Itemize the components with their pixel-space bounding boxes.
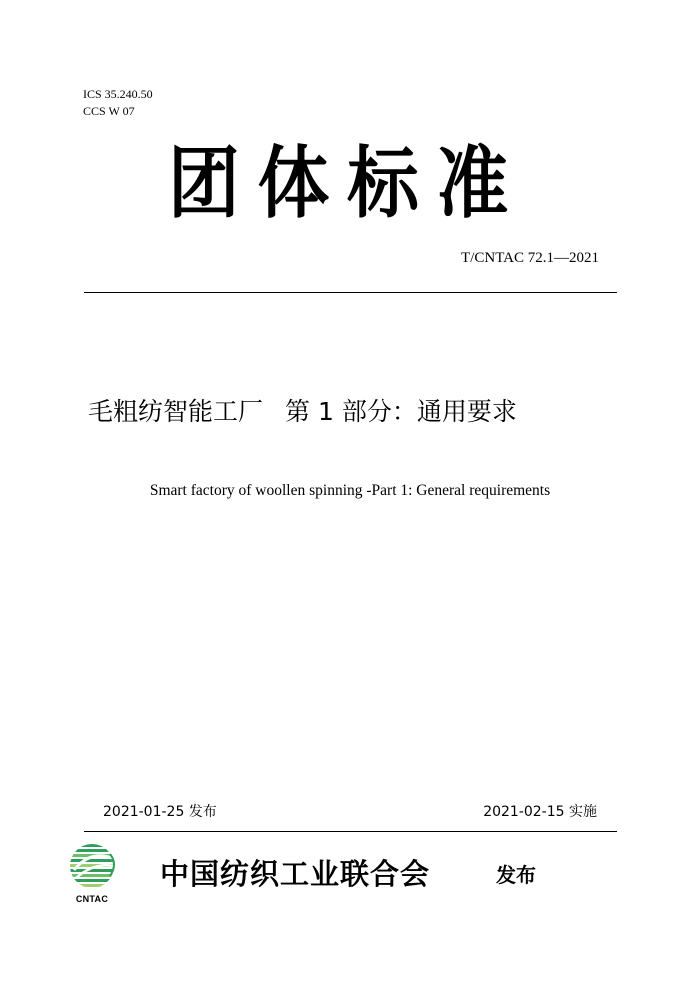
chinese-title-part1: 毛粗纺智能工厂 [88,397,264,426]
title-char: 体 [257,138,330,229]
title-char: 标 [347,138,419,229]
bottom-divider [84,831,617,832]
chinese-title-part2: 第 1 部分：通用要求 [285,397,517,426]
ccs-code: CCS W 07 [83,104,135,118]
title-char: 团 [168,138,240,229]
chinese-title [88,392,618,432]
top-divider [84,292,617,293]
implementation-date: 2021-02-15 实施 [483,804,597,820]
logo-text: CNTAC [75,894,109,904]
english-title: Smart factory of woollen spinning -Part 1: General requirements [149,482,551,499]
ics-code: ICS 35.240.50 [83,87,153,101]
publisher-name: 中国纺织工业联合会 [160,857,431,891]
issue-date: 2021-01-25 发布 [103,804,217,820]
document-type-title [168,136,508,232]
standard-code: T/CNTAC 72.1—2021 [461,250,599,266]
title-char: 准 [436,138,509,229]
publish-label: 发布 [496,863,536,887]
